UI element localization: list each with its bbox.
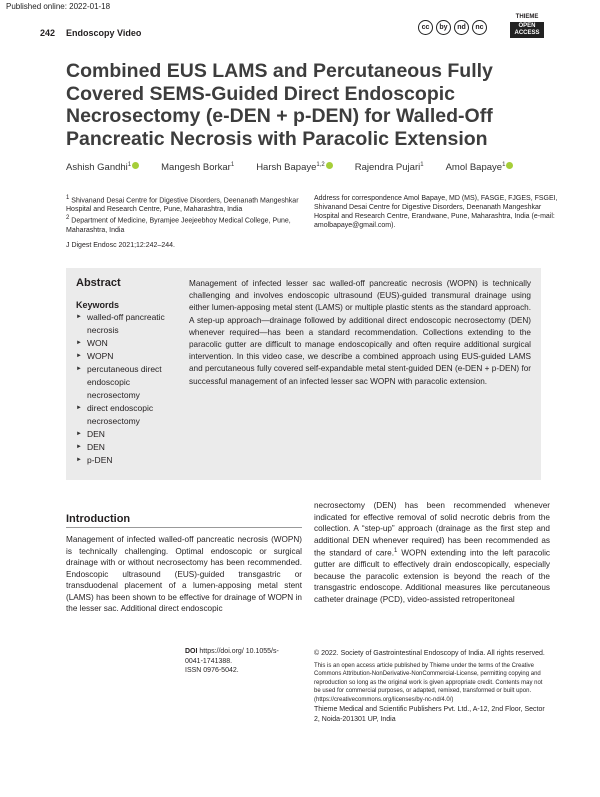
author: Amol Bapaye$^1$ (446, 162, 514, 173)
abstract-text: Management of infected lesser sac walled-off pancreatic necrosis (WOPN) is technically challenging and involves endoscopic ultrasound (EUS)-guided transmural drainage using either lumen-apposing metal stent (LAMS) or multiple plastic stents as the standard approach. A step-up approach—drainage followed by additional direct endoscopic necrosectomy (DEN) whenever required—has been a standard recommendation. Collections extending to the paracolic gutter are difficult to manage endoscopically and often require additional surgical intervention. In this video case, we describe a combined approach using EUS-guided LAMS and percutaneous fully covered self-expandable metal stent-guided DEN (e-DEN + p-DEN) for successful management of an infected lesser sac WOPN with paracolic extension. (189, 279, 531, 386)
license-icons (418, 20, 487, 35)
cc-license-icon: cc (418, 20, 433, 35)
orcid-icon[interactable] (326, 162, 333, 169)
section-divider (66, 527, 302, 528)
publisher-address: Thieme Medical and Scientific Publishers Pvt. Ltd., A-12, 2nd Floor, Sector 2, Noida-201301 UP, India (314, 706, 545, 723)
affiliation: $^2$ Department of Medicine, Byramjee Jeejeebhoy Medical College, Pune, Maharashtra, India (66, 215, 291, 234)
orcid-icon[interactable] (506, 162, 513, 169)
license-text: This is an open access article published by Thieme under the terms of the Creative Commons Attribution-NonDerivative-NonCommercial-License, permitting copying and reproduction so long as the original work is given appropriate credit. Contents may not be used for commercial purposes, or adapted, remixed, transformed or built upon. (https://creativecommons.org/licenses/by-nc-nd/4.0/) (314, 662, 543, 703)
citation: J Digest Endosc 2021;12:242–244. (66, 242, 175, 249)
orcid-icon[interactable] (132, 162, 139, 169)
page-number: 242 (40, 28, 56, 38)
abstract-heading: Abstract (76, 277, 121, 289)
body-column-right: necrosectomy (DEN) has been recommended whenever indicated for effective removal of solid necrotic debris from the collection. A “step-up” approach (drainage as the first step and additional DEN whenever required) has been recommended as the standard of care.$^1$ WOPN extending into the left paracolic gutter are difficult to effectively drain endoscopically, especially because the paracolic extension is beyond the reach of the transgastric endoscope. Additional measures like percutaneous catheter drainage (PCD), video-assisted retroperitoneal (314, 501, 550, 604)
article-title: Combined EUS LAMS and Percutaneous Fully Covered SEMS-Guided Direct Endoscopic Necrosectomy (e-DEN + p-DEN) for Walled-Off Pancreatic Necrosis with Paracolic Extension (66, 60, 493, 150)
issn: ISSN 0976-5042. (185, 667, 239, 674)
doi-block: DOI https://doi.org/ 10.1055/s-0041-1741388. ISSN 0976-5042. (185, 647, 295, 676)
affiliations (66, 194, 308, 235)
section-label: Endoscopy Video (66, 28, 142, 38)
published-date: Published online: 2022-01-18 (6, 2, 111, 11)
doi-link[interactable]: https://doi.org/ 10.1055/s-0041-1741388. (185, 648, 279, 665)
keyword: ► p-DEN (76, 454, 176, 467)
keyword: ► DEN (76, 428, 176, 441)
affiliation: $^1$ Shivanand Desai Centre for Digestive Disorders, Deenanath Mangeshkar Hospital and Research Centre, Pune, Maharashtra, India (66, 195, 299, 214)
copyright-block (314, 649, 550, 724)
keyword: ► walled-off pancreatic necrosis (76, 311, 176, 337)
author: Harsh Bapaye$^{1,2}$ (256, 162, 333, 173)
keyword: ► direct endoscopic necrosectomy (76, 402, 176, 428)
keyword: ► DEN (76, 441, 176, 454)
correspondence: Address for correspondence Amol Bapaye, MD (MS), FASGE, FJGES, FSGEI, Shivanand Desai Centre for Digestive Disorders, Deenanath Mangeshkar Hospital and Research Centre, Erandwane, Pune, Maharashtra, India (e-mail: amolbapaye@gmail.com). (314, 195, 558, 229)
keyword: ► WON (76, 337, 176, 350)
author: Mangesh Borkar$^1$ (161, 162, 235, 174)
nd-license-icon: nd (454, 20, 469, 35)
logo-publisher: THIEME (515, 14, 539, 20)
author: Rajendra Pujari$^1$ (354, 162, 424, 174)
introduction-heading: Introduction (66, 513, 131, 525)
keyword: ► percutaneous direct endoscopic necrosectomy (76, 363, 176, 402)
logo-open-access: OPEN ACCESS (510, 22, 544, 38)
body-column-left: Management of infected walled-off pancreatic necrosis (WOPN) is technically challenging. Optimal endoscopic or surgical drainage with or without necrosectomy has been recommended. Endoscopic ultrasound (EUS)-guided transgastric or transduodenal placement of a lumen-apposing metal stent (LAMS) has been shown to be effective for drainage of WOPN in the lesser sac. Additional direct endoscopic (66, 535, 302, 613)
nc-license-icon: nc (472, 20, 487, 35)
copyright-line: © 2022. Society of Gastrointestinal Endoscopy of India. All rights reserved. (314, 650, 545, 657)
thieme-open-access-logo (510, 14, 544, 38)
keyword-list (76, 311, 176, 467)
keyword: ► WOPN (76, 350, 176, 363)
author: Ashish Gandhi$^1$ (66, 162, 139, 173)
by-license-icon: by (436, 20, 451, 35)
author-list (66, 162, 546, 173)
keywords-heading: Keywords (76, 300, 120, 310)
